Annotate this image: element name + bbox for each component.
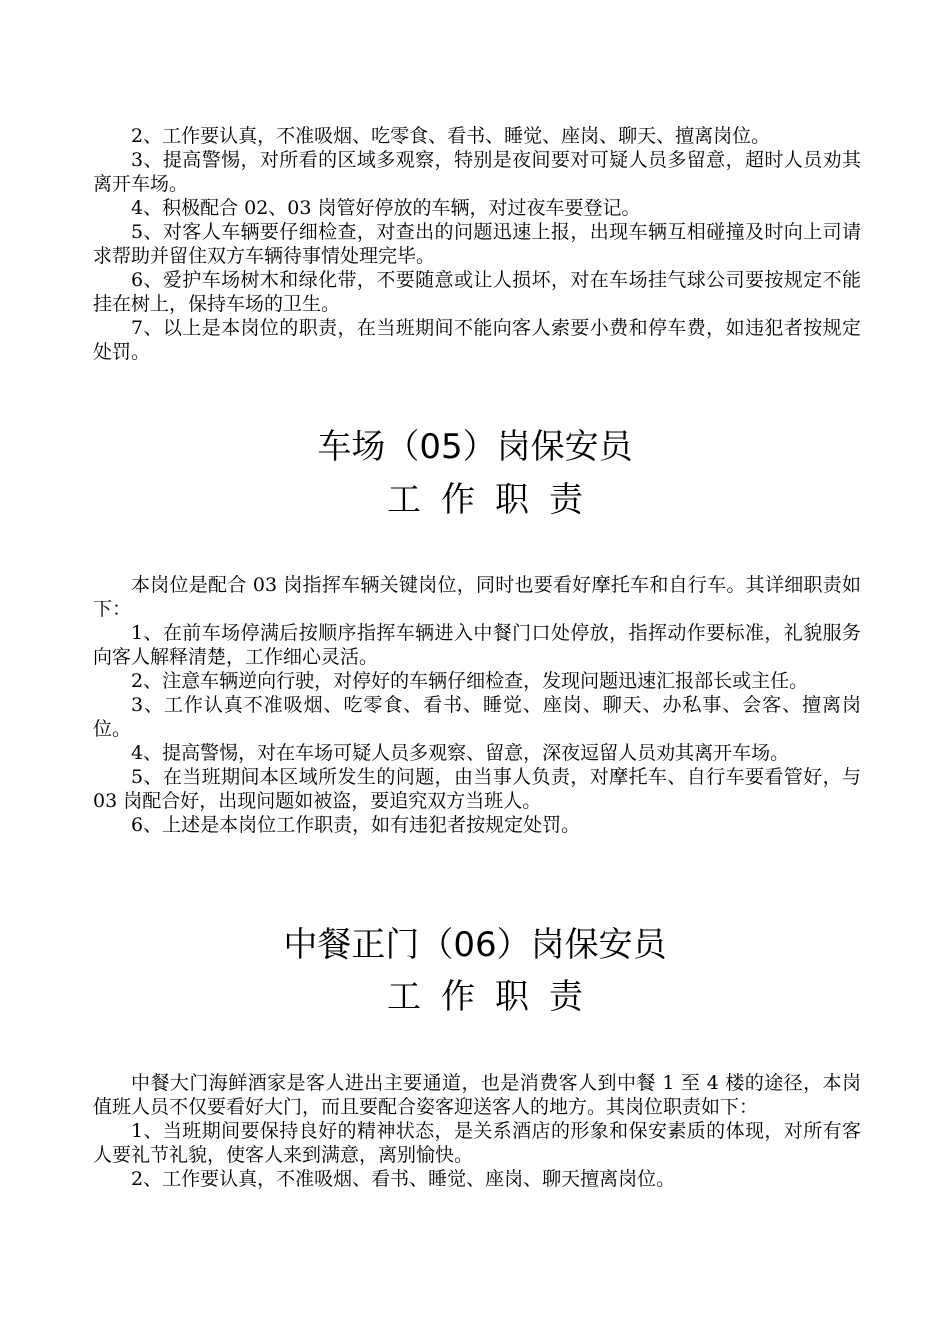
paragraph: 5、对客人车辆要仔细检查，对查出的问题迅速上报，出现车辆互相碰撞及时向上司请求帮助并留住双方车辆待事情处理完毕。 <box>93 221 861 267</box>
section-06-subtitle: 工作职责 <box>387 977 603 1017</box>
section-05-title: 车场（05）岗保安员 <box>317 427 633 467</box>
paragraph: 1、当班期间要保持良好的精神状态，是关系酒店的形象和保安素质的体现，对所有客人要礼节礼貌，使客人来到满意，离别愉快。 <box>93 1120 861 1166</box>
section-top-body <box>93 124 861 364</box>
paragraph: 2、工作要认真，不准吸烟、看书、睡觉、座岗、聊天擅离岗位。 <box>131 1168 676 1190</box>
paragraph: 本岗位是配合 03 岗指挥车辆关键岗位，同时也要看好摩托车和自行车。其详细职责如下： <box>93 574 861 620</box>
paragraph: 3、工作认真不准吸烟、吃零食、看书、睡觉、座岗、聊天、办私事、会客、擅离岗位。 <box>93 694 861 740</box>
paragraph: 中餐大门海鲜酒家是客人进出主要通道，也是消费客人到中餐 1 至 4 楼的途径，本岗值班人员不仅要看好大门，而且要配合姿客迎送客人的地方。其岗位职责如下： <box>93 1072 861 1118</box>
section-05-body <box>93 573 861 837</box>
section-06-title: 中餐正门（06）岗保安员 <box>283 925 667 965</box>
paragraph: 2、工作要认真，不准吸烟、吃零食、看书、睡觉、座岗、聊天、擅离岗位。 <box>131 125 771 147</box>
paragraph: 5、在当班期间本区域所发生的问题，由当事人负责，对摩托车、自行车要看管好，与 03 岗配合好，出现问题如被盗，要追究双方当班人。 <box>93 766 861 812</box>
paragraph: 4、积极配合 02、03 岗管好停放的车辆，对过夜车要登记。 <box>131 197 641 219</box>
paragraph: 6、爱护车场树木和绿化带，不要随意或让人损坏，对在车场挂气球公司要按规定不能挂在树上，保持车场的卫生。 <box>93 269 861 315</box>
paragraph: 3、提高警惕，对所看的区域多观察，特别是夜间要对可疑人员多留意，超时人员劝其离开车场。 <box>93 149 861 195</box>
paragraph: 7、以上是本岗位的职责，在当班期间不能向客人索要小费和停车费，如违犯者按规定处罚。 <box>93 317 861 363</box>
section-06-body <box>93 1071 861 1191</box>
paragraph: 1、在前车场停满后按顺序指挥车辆进入中餐门口处停放，指挥动作要标准，礼貌服务向客人解释清楚，工作细心灵活。 <box>93 622 861 668</box>
paragraph: 6、上述是本岗位工作职责，如有违犯者按规定处罚。 <box>131 814 581 836</box>
paragraph: 4、提高警惕，对在车场可疑人员多观察、留意，深夜逗留人员劝其离开车场。 <box>131 742 790 764</box>
section-05-subtitle: 工作职责 <box>387 480 603 520</box>
paragraph: 2、注意车辆逆向行驶，对停好的车辆仔细检查，发现问题迅速汇报部长或主任。 <box>131 670 809 692</box>
